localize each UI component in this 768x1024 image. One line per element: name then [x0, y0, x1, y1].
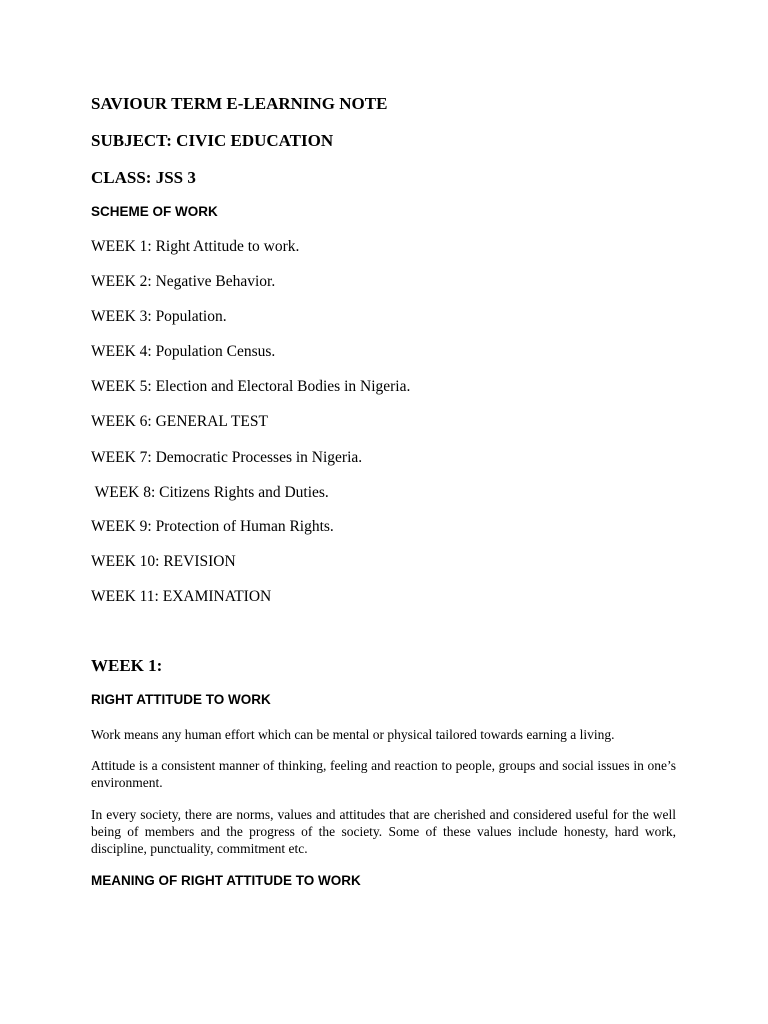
- scheme-item-week-9: WEEK 9: Protection of Human Rights.: [91, 518, 334, 535]
- scheme-item-week-11: WEEK 11: EXAMINATION: [91, 588, 272, 605]
- paragraph-work-definition: Work means any human effort which can be mental or physical tailored towards earning a living.: [91, 727, 615, 742]
- scheme-item-week-4: WEEK 4: Population Census.: [91, 343, 276, 360]
- scheme-item-week-8: WEEK 8: Citizens Rights and Duties.: [91, 484, 329, 501]
- week-1-heading: WEEK 1:: [91, 656, 163, 675]
- document-title: SAVIOUR TERM E-LEARNING NOTE: [91, 94, 388, 113]
- scheme-of-work-heading: SCHEME OF WORK: [91, 204, 218, 219]
- scheme-item-week-2: WEEK 2: Negative Behavior.: [91, 273, 276, 290]
- meaning-of-right-attitude-heading: MEANING OF RIGHT ATTITUDE TO WORK: [91, 873, 361, 888]
- scheme-item-week-5: WEEK 5: Election and Electoral Bodies in Nigeria.: [91, 378, 411, 395]
- scheme-item-week-10: WEEK 10: REVISION: [91, 553, 236, 570]
- scheme-item-week-7: WEEK 7: Democratic Processes in Nigeria.: [91, 449, 363, 466]
- paragraph-society-values: In every society, there are norms, values and attitudes that are cherished and considered useful for the well being of members and the progress of the society. Some of these values include honesty, hard work, discipline, punctuality, commitment etc.: [91, 807, 676, 856]
- scheme-item-week-1: WEEK 1: Right Attitude to work.: [91, 238, 300, 255]
- subject-line: SUBJECT: CIVIC EDUCATION: [91, 131, 334, 150]
- scheme-item-week-3: WEEK 3: Population.: [91, 308, 227, 325]
- scheme-item-week-6: WEEK 6: GENERAL TEST: [91, 413, 268, 430]
- week-1-topic-heading: RIGHT ATTITUDE TO WORK: [91, 692, 271, 707]
- paragraph-attitude-definition: Attitude is a consistent manner of thinking, feeling and reaction to people, groups and social issues in one’s environment.: [91, 758, 676, 790]
- class-line: CLASS: JSS 3: [91, 168, 196, 187]
